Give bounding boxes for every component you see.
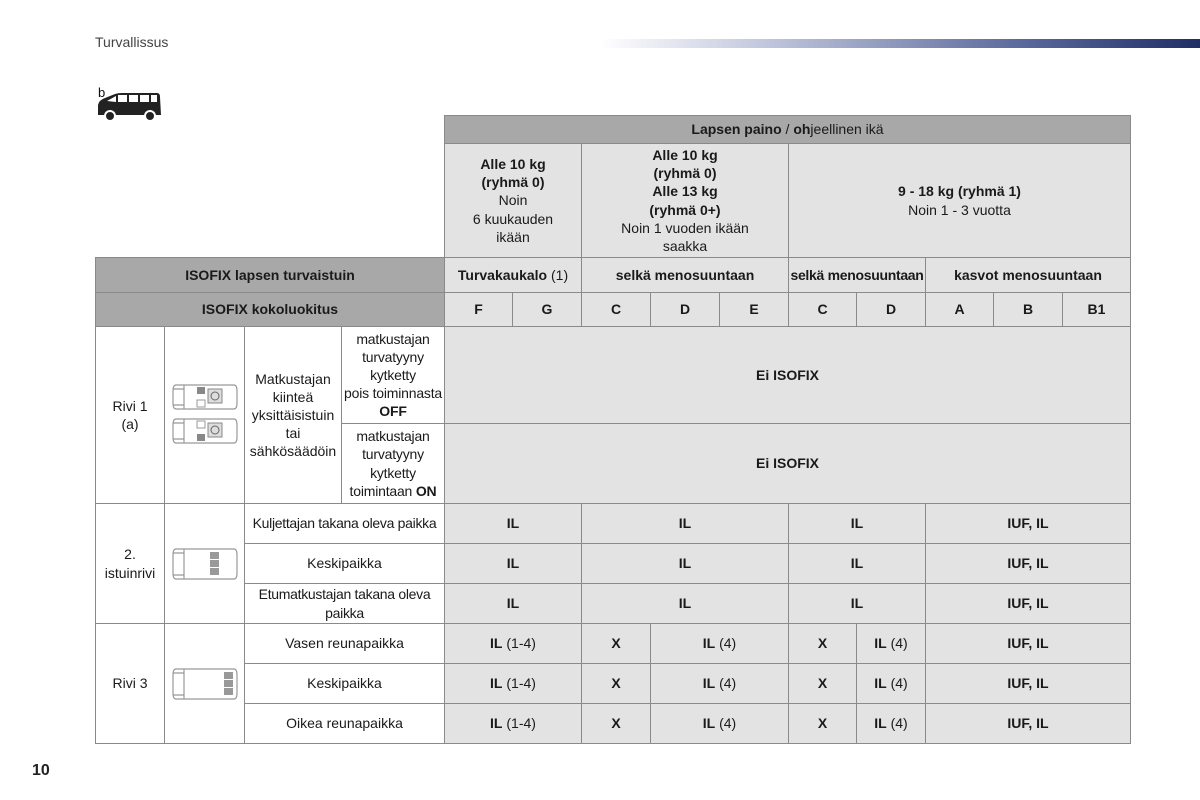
row-3-label: Rivi 3: [96, 624, 165, 744]
row-3-group-0-cell: IL (1-4): [445, 664, 582, 704]
row-3-size-c-cell: X: [582, 704, 651, 744]
row-2-rear-facing-cell: IL: [789, 544, 926, 584]
front-seat-diagram-icon: [170, 379, 240, 451]
row-2-group-0plus-cell: IL: [582, 504, 789, 544]
group-0plus-header: Alle 10 kg (ryhmä 0) Alle 13 kg (ryhmä 0+) Noin 1 vuoden ikään saakka: [582, 144, 789, 258]
row-2-rear-facing-cell: IL: [789, 504, 926, 544]
row-2-seat-name: Keskipaikka: [245, 544, 445, 584]
third-row-seat-diagram-icon: [170, 667, 240, 701]
row-3-seat-name: Oikea reunapaikka: [245, 704, 445, 744]
row-3-size-c-cell: X: [582, 664, 651, 704]
row-1-airbag-off-result: Ei ISOFIX: [445, 327, 1131, 424]
size-class: F: [445, 293, 513, 327]
airbag-on-condition: matkustajan turvatyyny kytketty toimintaan ON: [342, 424, 445, 504]
row-3-seat-name: Keskipaikka: [245, 664, 445, 704]
row-3-size-d2-cell: IL (4): [857, 624, 926, 664]
row-2-forward-facing-cell: IUF, IL: [926, 504, 1131, 544]
row-3-size-de-cell: IL (4): [651, 664, 789, 704]
row-2-group-0-cell: IL: [445, 504, 582, 544]
row-3-group-0-cell: IL (1-4): [445, 624, 582, 664]
row-3-size-c2-cell: X: [789, 624, 857, 664]
row-3-size-d2-cell: IL (4): [857, 664, 926, 704]
row-2-group-0-cell: IL: [445, 544, 582, 584]
size-class-label: ISOFIX kokoluokitus: [96, 293, 445, 327]
row-2-group-0-cell: IL: [445, 584, 582, 624]
size-class: D: [651, 293, 720, 327]
row-3-size-de-cell: IL (4): [651, 624, 789, 664]
seat-type-carrycot: Turvakaukalo (1): [445, 258, 582, 293]
airbag-off-condition: matkustajan turvatyyny kytketty pois toiminnasta OFF: [342, 327, 445, 424]
row-2-label: 2. istuinrivi: [96, 504, 165, 624]
row-3-seat-name: Vasen reunapaikka: [245, 624, 445, 664]
size-class: C: [582, 293, 651, 327]
row-2-group-0plus-cell: IL: [582, 584, 789, 624]
row-1-seat-diagram: [165, 327, 245, 504]
row-2-forward-facing-cell: IUF, IL: [926, 544, 1131, 584]
table-corner-blank: [96, 116, 445, 258]
row-2-group-0plus-cell: IL: [582, 544, 789, 584]
row-3-size-d2-cell: IL (4): [857, 704, 926, 744]
row-1-airbag-on-result: Ei ISOFIX: [445, 424, 1131, 504]
row-3-forward-facing-cell: IUF, IL: [926, 664, 1131, 704]
seat-type-rear-facing-1: selkä menosuuntaan: [582, 258, 789, 293]
row-3-size-c-cell: X: [582, 624, 651, 664]
row-3-forward-facing-cell: IUF, IL: [926, 704, 1131, 744]
size-class: A: [926, 293, 994, 327]
page-number: 10: [32, 762, 50, 779]
row-3-size-c2-cell: X: [789, 664, 857, 704]
row-3-forward-facing-cell: IUF, IL: [926, 624, 1131, 664]
size-class: D: [857, 293, 926, 327]
row-3-size-de-cell: IL (4): [651, 704, 789, 744]
group-0-header: Alle 10 kg (ryhmä 0) Noin 6 kuukauden ikään: [445, 144, 582, 258]
weight-header: Lapsen paino / ohjeellinen ikä: [445, 116, 1131, 144]
row-3-size-c2-cell: X: [789, 704, 857, 744]
header-gradient-bar: [600, 39, 1200, 48]
row-1-seat-description: Matkustajan kiinteä yksittäisistuin tai sähkösäädöin: [245, 327, 342, 504]
section-title: Turvallissus: [95, 34, 169, 50]
second-row-seat-diagram-icon: [170, 547, 240, 581]
row-2-seat-diagram: [165, 504, 245, 624]
row-2-seat-name: Kuljettajan takana oleva paikka: [245, 504, 445, 544]
row-3-seat-diagram: [165, 624, 245, 744]
isofix-table: [95, 115, 1200, 744]
size-class: B: [994, 293, 1063, 327]
size-class: C: [789, 293, 857, 327]
car-badge-letter: b: [98, 85, 106, 100]
row-2-rear-facing-cell: IL: [789, 584, 926, 624]
size-class: E: [720, 293, 789, 327]
seat-type-label: ISOFIX lapsen turvaistuin: [96, 258, 445, 293]
row-2-seat-name: Etumatkustajan takana oleva paikka: [245, 584, 445, 624]
seat-type-rear-facing-2: selkä menosuuntaan: [789, 258, 926, 293]
size-class: G: [513, 293, 582, 327]
row-1-label: Rivi 1 (a): [96, 327, 165, 504]
row-2-forward-facing-cell: IUF, IL: [926, 584, 1131, 624]
size-class: B1: [1063, 293, 1131, 327]
row-3-group-0-cell: IL (1-4): [445, 704, 582, 744]
group-1-header: 9 - 18 kg (ryhmä 1) Noin 1 - 3 vuotta: [789, 144, 1131, 258]
seat-type-forward-facing: kasvot menosuuntaan: [926, 258, 1131, 293]
